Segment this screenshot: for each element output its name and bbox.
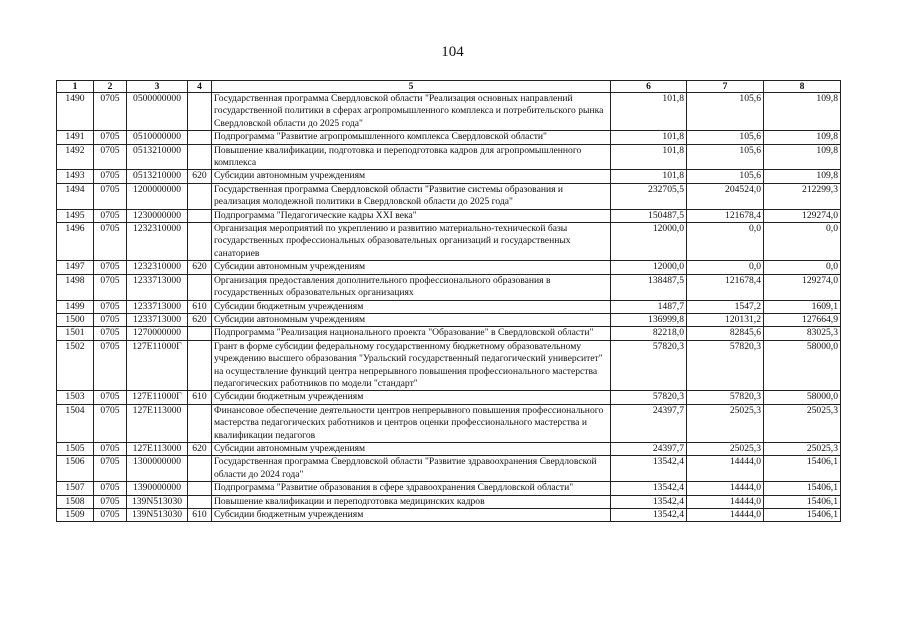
item-name-cell: Субсидии автономным учреждениям xyxy=(212,261,611,274)
amount-year2-cell: 14444,0 xyxy=(687,495,764,508)
expense-type-cell: 620 xyxy=(188,261,212,274)
expense-type-cell xyxy=(188,183,212,209)
item-name-cell: Финансовое обеспечение деятельности центров непрерывного повышения профессионального мастерства педагогических работников и центров оценки профессионального мастерства и квалификации педагогов xyxy=(212,404,611,442)
amount-year1-cell: 24397,7 xyxy=(611,404,687,442)
expense-type-cell: 610 xyxy=(188,300,212,313)
amount-year2-cell: 57820,3 xyxy=(687,391,764,404)
item-name-cell: Подпрограмма "Развитие образования в сфере здравоохранения Свердловской области" xyxy=(212,482,611,495)
item-name-cell: Субсидии автономным учреждениям xyxy=(212,170,611,183)
amount-year3-cell: 129274,0 xyxy=(764,209,841,222)
table-row xyxy=(57,300,841,313)
amount-year3-cell: 109,8 xyxy=(764,131,841,144)
amount-year2-cell: 14444,0 xyxy=(687,509,764,522)
amount-year2-cell: 25025,3 xyxy=(687,404,764,442)
target-article-cell: 1233713000 xyxy=(127,300,188,313)
section-code-cell: 0705 xyxy=(94,261,127,274)
column-header: 1 xyxy=(57,81,94,93)
column-header: 5 xyxy=(212,81,611,93)
row-number-cell: 1496 xyxy=(57,223,94,261)
amount-year2-cell: 0,0 xyxy=(687,261,764,274)
amount-year1-cell: 13542,4 xyxy=(611,509,687,522)
target-article-cell: 0500000000 xyxy=(127,93,188,131)
row-number-cell: 1502 xyxy=(57,340,94,391)
amount-year3-cell: 109,8 xyxy=(764,93,841,131)
amount-year1-cell: 138487,5 xyxy=(611,274,687,300)
amount-year1-cell: 150487,5 xyxy=(611,209,687,222)
item-name-cell: Организация предоставления дополнительного профессионального образования в государственных образовательных организациях xyxy=(212,274,611,300)
table-row xyxy=(57,183,841,209)
amount-year3-cell: 15406,1 xyxy=(764,456,841,482)
amount-year2-cell: 204524,0 xyxy=(687,183,764,209)
expense-type-cell xyxy=(188,327,212,340)
section-code-cell: 0705 xyxy=(94,327,127,340)
section-code-cell: 0705 xyxy=(94,495,127,508)
amount-year1-cell: 136999,8 xyxy=(611,313,687,326)
row-number-cell: 1505 xyxy=(57,442,94,455)
amount-year1-cell: 57820,3 xyxy=(611,340,687,391)
column-header: 8 xyxy=(764,81,841,93)
amount-year2-cell: 121678,4 xyxy=(687,209,764,222)
expense-type-cell xyxy=(188,340,212,391)
target-article-cell: 1232310000 xyxy=(127,223,188,261)
table-row xyxy=(57,495,841,508)
column-header: 6 xyxy=(611,81,687,93)
amount-year2-cell: 14444,0 xyxy=(687,482,764,495)
row-number-cell: 1506 xyxy=(57,456,94,482)
expense-type-cell xyxy=(188,274,212,300)
table-row xyxy=(57,456,841,482)
column-header: 3 xyxy=(127,81,188,93)
row-number-cell: 1501 xyxy=(57,327,94,340)
target-article-cell: 1300000000 xyxy=(127,456,188,482)
expense-type-cell xyxy=(188,482,212,495)
amount-year1-cell: 13542,4 xyxy=(611,456,687,482)
expense-type-cell: 620 xyxy=(188,170,212,183)
table-row xyxy=(57,327,841,340)
column-header: 7 xyxy=(687,81,764,93)
amount-year1-cell: 101,8 xyxy=(611,131,687,144)
item-name-cell: Субсидии бюджетным учреждениям xyxy=(212,391,611,404)
amount-year2-cell: 25025,3 xyxy=(687,442,764,455)
item-name-cell: Субсидии бюджетным учреждениям xyxy=(212,300,611,313)
amount-year1-cell: 82218,0 xyxy=(611,327,687,340)
amount-year3-cell: 25025,3 xyxy=(764,404,841,442)
section-code-cell: 0705 xyxy=(94,509,127,522)
amount-year1-cell: 232705,5 xyxy=(611,183,687,209)
amount-year2-cell: 0,0 xyxy=(687,223,764,261)
page-number: 104 xyxy=(441,44,464,60)
expense-type-cell xyxy=(188,404,212,442)
row-number-cell: 1493 xyxy=(57,170,94,183)
row-number-cell: 1498 xyxy=(57,274,94,300)
target-article-cell: 1233713000 xyxy=(127,313,188,326)
amount-year1-cell: 101,8 xyxy=(611,170,687,183)
target-article-cell: 1230000000 xyxy=(127,209,188,222)
expense-type-cell: 610 xyxy=(188,391,212,404)
section-code-cell: 0705 xyxy=(94,274,127,300)
item-name-cell: Государственная программа Свердловской области "Развитие здравоохранения Свердловской области до 2024 года" xyxy=(212,456,611,482)
section-code-cell: 0705 xyxy=(94,209,127,222)
section-code-cell: 0705 xyxy=(94,442,127,455)
section-code-cell: 0705 xyxy=(94,170,127,183)
target-article-cell: 1270000000 xyxy=(127,327,188,340)
table-row xyxy=(57,391,841,404)
section-code-cell: 0705 xyxy=(94,404,127,442)
amount-year2-cell: 105,6 xyxy=(687,93,764,131)
target-article-cell: 1200000000 xyxy=(127,183,188,209)
expense-type-cell xyxy=(188,131,212,144)
table-row xyxy=(57,274,841,300)
target-article-cell: 0513210000 xyxy=(127,144,188,170)
section-code-cell: 0705 xyxy=(94,482,127,495)
item-name-cell: Подпрограмма "Реализация национального проекта "Образование" в Свердловской области" xyxy=(212,327,611,340)
row-number-cell: 1500 xyxy=(57,313,94,326)
row-number-cell: 1495 xyxy=(57,209,94,222)
amount-year1-cell: 12000,0 xyxy=(611,261,687,274)
item-name-cell: Повышение квалификации, подготовка и переподготовка кадров для агропромышленного комплекса xyxy=(212,144,611,170)
table-row xyxy=(57,209,841,222)
row-number-cell: 1507 xyxy=(57,482,94,495)
row-number-cell: 1491 xyxy=(57,131,94,144)
table-row xyxy=(57,261,841,274)
expense-type-cell xyxy=(188,223,212,261)
amount-year3-cell: 25025,3 xyxy=(764,442,841,455)
amount-year3-cell: 212299,3 xyxy=(764,183,841,209)
row-number-cell: 1490 xyxy=(57,93,94,131)
target-article-cell: 139N513030 xyxy=(127,495,188,508)
item-name-cell: Повышение квалификации и переподготовка медицинских кадров xyxy=(212,495,611,508)
table-row xyxy=(57,482,841,495)
expense-type-cell xyxy=(188,93,212,131)
section-code-cell: 0705 xyxy=(94,340,127,391)
column-header: 2 xyxy=(94,81,127,93)
row-number-cell: 1499 xyxy=(57,300,94,313)
table-row xyxy=(57,223,841,261)
amount-year2-cell: 105,6 xyxy=(687,144,764,170)
row-number-cell: 1504 xyxy=(57,404,94,442)
amount-year3-cell: 109,8 xyxy=(764,170,841,183)
amount-year2-cell: 105,6 xyxy=(687,170,764,183)
item-name-cell: Организация мероприятий по укреплению и развитию материально-технической базы государственных профессиональных образовательных организаций и государственных санаториев xyxy=(212,223,611,261)
row-number-cell: 1508 xyxy=(57,495,94,508)
target-article-cell: 0513210000 xyxy=(127,170,188,183)
amount-year2-cell: 1547,2 xyxy=(687,300,764,313)
budget-table xyxy=(56,80,841,522)
item-name-cell: Грант в форме субсидии федеральному государственному бюджетному образовательному учреждению высшего образования "Уральский государственный педагогический университет" на осуществление функций центра непрерывного повышения профессионального мастерства педагогических работников по модели "стандарт" xyxy=(212,340,611,391)
target-article-cell: 1232310000 xyxy=(127,261,188,274)
table-row xyxy=(57,313,841,326)
section-code-cell: 0705 xyxy=(94,300,127,313)
amount-year3-cell: 15406,1 xyxy=(764,509,841,522)
table-row xyxy=(57,340,841,391)
row-number-cell: 1492 xyxy=(57,144,94,170)
amount-year1-cell: 101,8 xyxy=(611,93,687,131)
item-name-cell: Государственная программа Свердловской области "Реализация основных направлений государственной политики в сферах агропромышленного комплекса и потребительского рынка Свердловской области до 2025 года" xyxy=(212,93,611,131)
section-code-cell: 0705 xyxy=(94,144,127,170)
amount-year3-cell: 15406,1 xyxy=(764,482,841,495)
target-article-cell: 127E11000Г xyxy=(127,340,188,391)
amount-year3-cell: 15406,1 xyxy=(764,495,841,508)
target-article-cell: 127E113000 xyxy=(127,442,188,455)
header-row xyxy=(57,81,841,93)
amount-year3-cell: 0,0 xyxy=(764,223,841,261)
amount-year2-cell: 14444,0 xyxy=(687,456,764,482)
amount-year3-cell: 109,8 xyxy=(764,144,841,170)
item-name-cell: Государственная программа Свердловской области "Развитие системы образования и реализация молодежной политики в Свердловской области до 2025 года" xyxy=(212,183,611,209)
expense-type-cell xyxy=(188,209,212,222)
target-article-cell: 1390000000 xyxy=(127,482,188,495)
section-code-cell: 0705 xyxy=(94,223,127,261)
section-code-cell: 0705 xyxy=(94,93,127,131)
amount-year1-cell: 12000,0 xyxy=(611,223,687,261)
section-code-cell: 0705 xyxy=(94,131,127,144)
amount-year3-cell: 58000,0 xyxy=(764,340,841,391)
item-name-cell: Субсидии автономным учреждениям xyxy=(212,313,611,326)
amount-year2-cell: 105,6 xyxy=(687,131,764,144)
expense-type-cell xyxy=(188,144,212,170)
table-row xyxy=(57,131,841,144)
amount-year2-cell: 82845,6 xyxy=(687,327,764,340)
amount-year2-cell: 121678,4 xyxy=(687,274,764,300)
expense-type-cell: 620 xyxy=(188,313,212,326)
table-row xyxy=(57,93,841,131)
column-header: 4 xyxy=(188,81,212,93)
amount-year1-cell: 57820,3 xyxy=(611,391,687,404)
row-number-cell: 1509 xyxy=(57,509,94,522)
item-name-cell: Субсидии бюджетным учреждениям xyxy=(212,509,611,522)
target-article-cell: 127E11000Г xyxy=(127,391,188,404)
expense-type-cell: 610 xyxy=(188,509,212,522)
target-article-cell: 139N513030 xyxy=(127,509,188,522)
expense-type-cell xyxy=(188,456,212,482)
table-row xyxy=(57,509,841,522)
item-name-cell: Подпрограмма "Развитие агропромышленного комплекса Свердловской области" xyxy=(212,131,611,144)
table-row xyxy=(57,144,841,170)
section-code-cell: 0705 xyxy=(94,313,127,326)
section-code-cell: 0705 xyxy=(94,183,127,209)
amount-year3-cell: 127664,9 xyxy=(764,313,841,326)
row-number-cell: 1497 xyxy=(57,261,94,274)
amount-year3-cell: 83025,3 xyxy=(764,327,841,340)
amount-year3-cell: 58000,0 xyxy=(764,391,841,404)
amount-year1-cell: 13542,4 xyxy=(611,482,687,495)
target-article-cell: 127E113000 xyxy=(127,404,188,442)
expense-type-cell xyxy=(188,495,212,508)
amount-year2-cell: 57820,3 xyxy=(687,340,764,391)
item-name-cell: Субсидии автономным учреждениям xyxy=(212,442,611,455)
expense-type-cell: 620 xyxy=(188,442,212,455)
amount-year2-cell: 120131,2 xyxy=(687,313,764,326)
table-row xyxy=(57,442,841,455)
row-number-cell: 1503 xyxy=(57,391,94,404)
target-article-cell: 1233713000 xyxy=(127,274,188,300)
row-number-cell: 1494 xyxy=(57,183,94,209)
amount-year1-cell: 24397,7 xyxy=(611,442,687,455)
amount-year3-cell: 0,0 xyxy=(764,261,841,274)
amount-year1-cell: 13542,4 xyxy=(611,495,687,508)
section-code-cell: 0705 xyxy=(94,391,127,404)
amount-year3-cell: 129274,0 xyxy=(764,274,841,300)
section-code-cell: 0705 xyxy=(94,456,127,482)
amount-year1-cell: 101,8 xyxy=(611,144,687,170)
table-row xyxy=(57,404,841,442)
table-row xyxy=(57,170,841,183)
target-article-cell: 0510000000 xyxy=(127,131,188,144)
amount-year3-cell: 1609,1 xyxy=(764,300,841,313)
item-name-cell: Подпрограмма "Педагогические кадры XXI века" xyxy=(212,209,611,222)
amount-year1-cell: 1487,7 xyxy=(611,300,687,313)
